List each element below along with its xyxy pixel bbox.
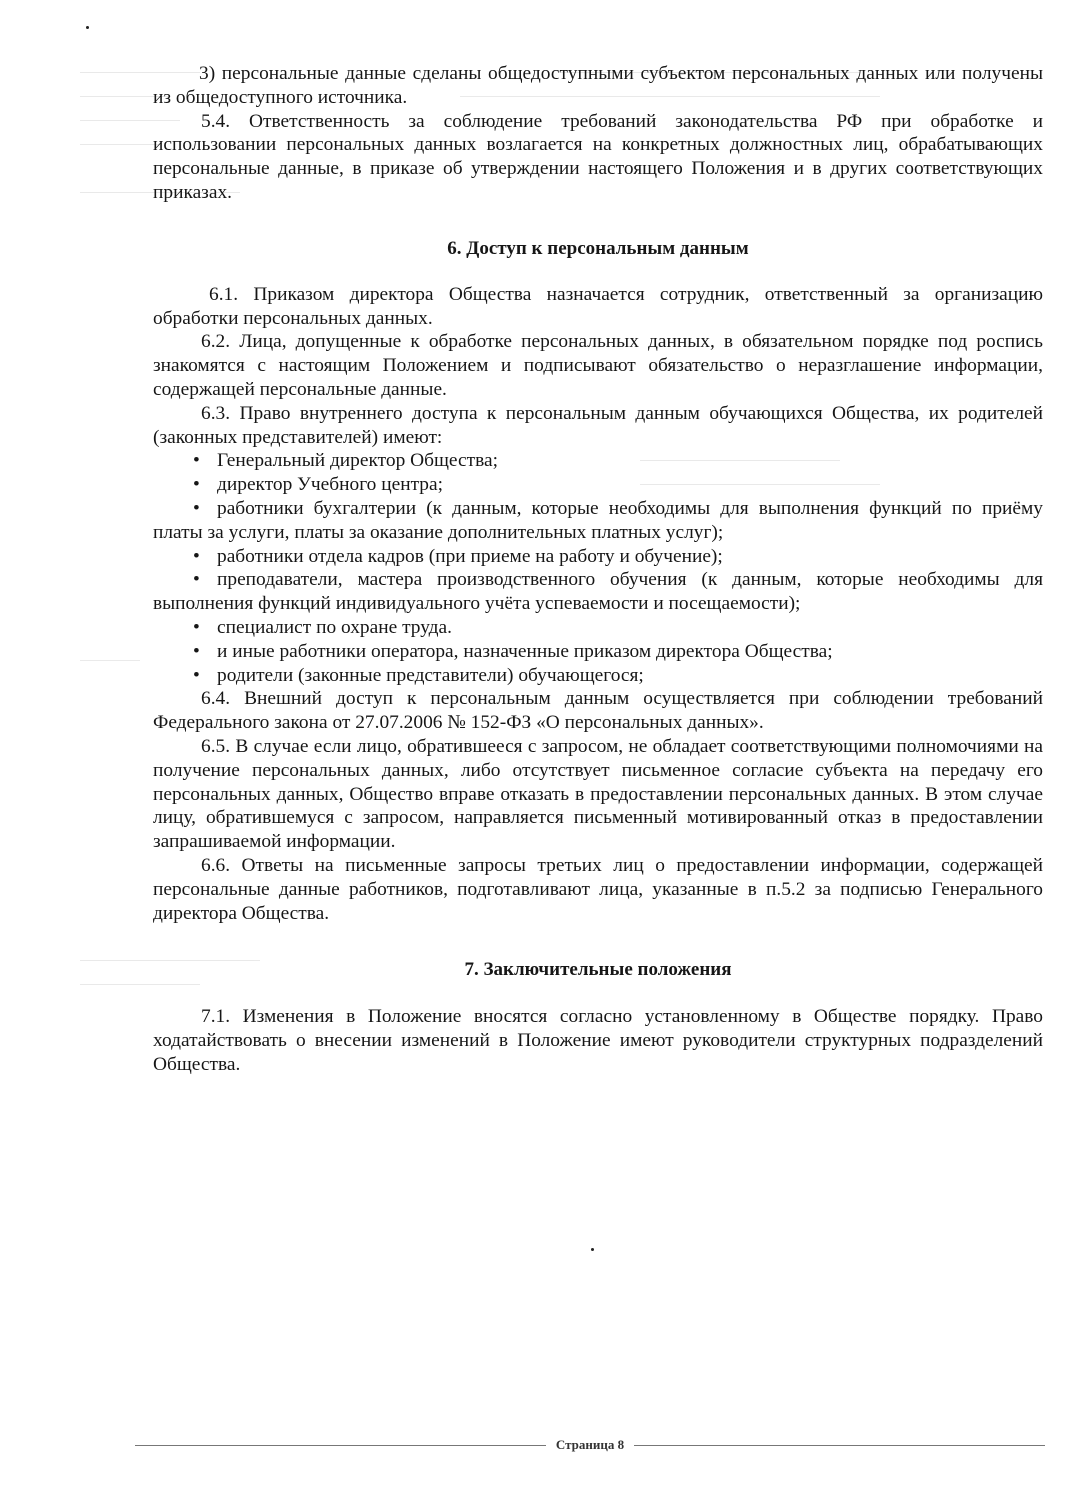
page-footer (135, 1433, 1045, 1457)
bullet-icon: • (193, 664, 200, 686)
paragraph-6-2: 6.2. Лица, допущенные к обработке персональных данных, в обязательном порядке под роспись знакомятся с настоящим Положением и подписывают обязательство о неразглашение информации, содержащей персональные данные. (153, 331, 1043, 400)
scan-speck (591, 1248, 594, 1251)
list-item: • специалист по охране труда. (193, 616, 453, 638)
footer-rule-right (634, 1445, 1045, 1446)
paragraph-6-4: 6.4. Внешний доступ к персональным данным осуществляется при соблюдении требований Федерального закона от 27.07.2006 № 152-ФЗ «О персональных данных». (153, 688, 1043, 734)
paragraph-6-5: 6.5. В случае если лицо, обратившееся с запросом, не обладает соответствующими полномочиями на получение персональных данных, либо отсутствует письменное согласие субъекта на передачу его персональных данных, Общество вправе отказать в предоставлении персональных данных. В этом случае лицу, обратившемуся с запросом, направляется письменный мотивированный отказ в предоставлении запрашиваемой информации. (153, 735, 1043, 853)
paragraph-6-1: 6.1. Приказом директора Общества назначается сотрудник, ответственный за организацию обработки персональных данных. (153, 283, 1043, 329)
section-6-heading: 6. Доступ к персональным данным (447, 237, 749, 259)
section-7-heading: 7. Заключительные положения (464, 959, 732, 981)
list-item: • работники бухгалтерии (к данным, которые необходимы для выполнения функций по приёму платы за услуги, платы за оказание дополнительных платных услуг); (153, 497, 1043, 543)
bullet-icon: • (193, 450, 200, 472)
bullet-icon: • (193, 569, 200, 591)
bullet-icon: • (193, 474, 200, 496)
paragraph-6-3: 6.3. Право внутреннего доступа к персональным данным обучающихся Общества, их родителей (законных представителей) имеют: (153, 402, 1043, 448)
bullet-icon: • (193, 497, 200, 519)
list-item: • директор Учебного центра; (193, 474, 443, 496)
list-item: • работники отдела кадров (при приеме на работу и обучение); (193, 545, 723, 567)
list-item: • и иные работники оператора, назначенные приказом директора Общества; (193, 640, 833, 662)
list-item: • преподаватели, мастера производственного обучения (к данным, которые необходимы для выполнения функций индивидуального учёта успеваемости и посещаемости); (153, 569, 1043, 615)
bullet-icon: • (193, 640, 200, 662)
page-number: Страница 8 (555, 1437, 625, 1452)
bullet-icon: • (193, 545, 200, 567)
scan-speck (86, 26, 89, 29)
paragraph-6-6: 6.6. Ответы на письменные запросы третьих лиц о предоставлении информации, содержащей персональные данные работников, подготавливают лица, указанные в п.5.2 за подписью Генерального директора Общества. (153, 854, 1043, 924)
paragraph-7-1: 7.1. Изменения в Положение вносятся согласно установленному в Обществе порядку. Право ходатайствовать о внесении изменений в Положение имеют руководители структурных подразделений Общества. (153, 1006, 1043, 1075)
list-item: • Генеральный директор Общества; (193, 450, 498, 472)
list-item: • родители (законные представители) обучающегося; (193, 664, 644, 686)
bullet-icon: • (193, 616, 200, 638)
footer-rule-left (135, 1445, 546, 1446)
paragraph-5-4: 5.4. Ответственность за соблюдение требований законодательства РФ при обработке и использовании персональных данных возлагается на конкретных должностных лиц, обрабатывающих персональные данные, в приказе об утверждении настоящего Положения и в других соответствующих приказах. (153, 110, 1043, 203)
document-body (153, 62, 1043, 1077)
access-list (153, 449, 1043, 687)
paragraph-5-3-item-3: 3) персональные данные сделаны общедоступными субъектом персональных данных или получены из общедоступного источника. (153, 63, 1043, 108)
